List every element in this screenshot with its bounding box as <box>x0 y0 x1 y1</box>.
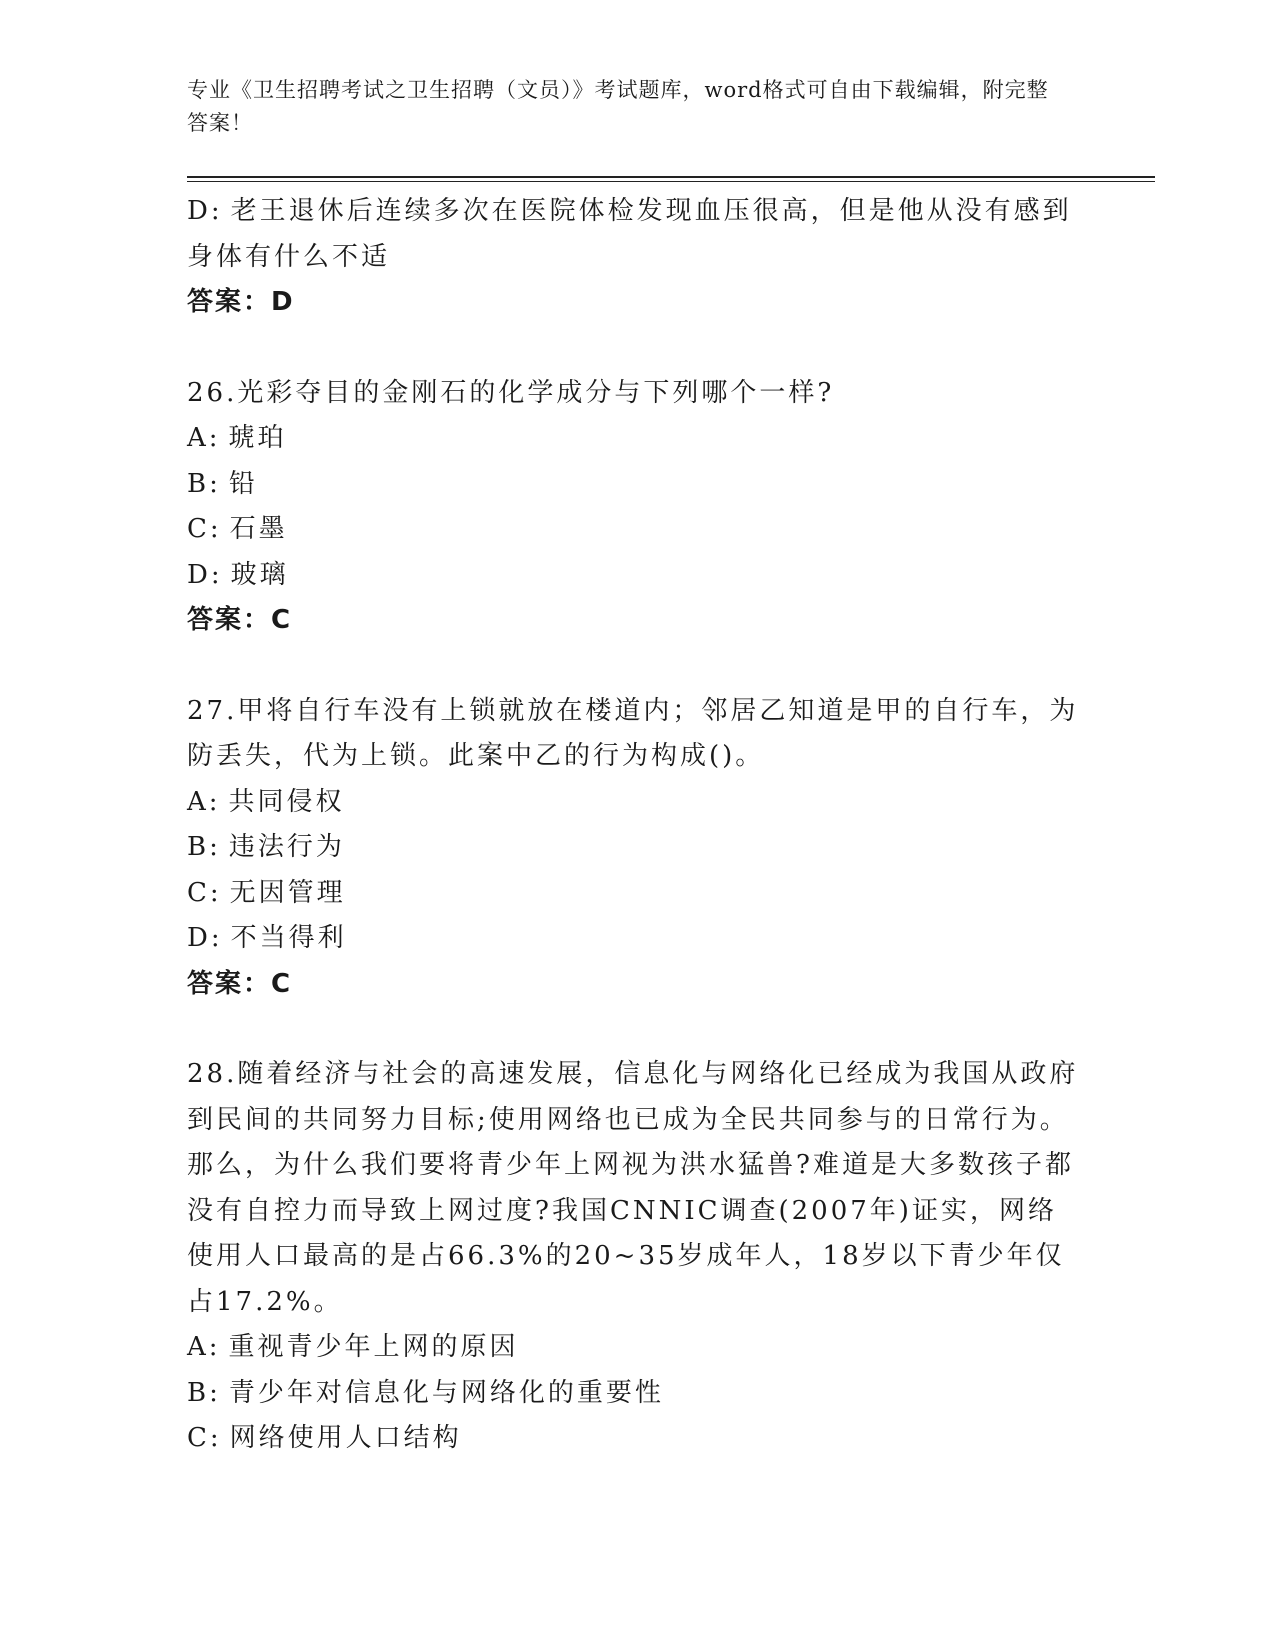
question-list <box>187 189 1079 1462</box>
question-block <box>187 371 1079 644</box>
option-label: C: <box>187 877 222 908</box>
question-block <box>187 189 1079 326</box>
option-row <box>187 780 1079 826</box>
option-text: 玻璃 <box>230 559 289 590</box>
option-label: D: <box>187 923 223 953</box>
option-label: D: <box>187 559 223 590</box>
option-row <box>187 916 1079 962</box>
option-label: C: <box>187 1423 222 1453</box>
option-label: A: <box>187 423 221 453</box>
option-label: B: <box>187 468 221 499</box>
option-label: A: <box>187 1332 221 1362</box>
option-text: 石墨 <box>229 514 288 544</box>
option-label: C: <box>187 514 222 544</box>
option-text: 网络使用人口结构 <box>229 1423 462 1453</box>
option-row <box>187 871 1079 917</box>
option-text: 重视青少年上网的原因 <box>228 1332 519 1362</box>
option-label: A: <box>187 786 221 817</box>
option-row <box>187 1325 1079 1371</box>
option-row <box>187 189 1079 280</box>
question-stem: 27.甲将自行车没有上锁就放在楼道内；邻居乙知道是甲的自行车，为防丢失，代为上锁。此案中乙的行为构成()。 <box>187 695 1079 771</box>
answer-line: 答案：D <box>187 287 295 317</box>
question-stem: 26.光彩夺目的金刚石的化学成分与下列哪个一样? <box>187 377 835 408</box>
option-row <box>187 416 1079 462</box>
option-text: 青少年对信息化与网络化的重要性 <box>228 1377 664 1408</box>
option-text: 不当得利 <box>230 923 347 953</box>
option-row <box>187 825 1079 871</box>
option-label: B: <box>187 832 221 862</box>
answer-line: 答案：C <box>187 968 293 999</box>
question-stem: 28.随着经济与社会的高速发展，信息化与网络化已经成为我国从政府到民间的共同努力目标;使用网络也已成为全民共同参与的日常行为。那么，为什么我们要将青少年上网视为洪水猛兽?难道是大多数孩子都没有自控力而导致上网过度?我国CNNIC调查(2007年)证实，网络使用人口最高的是占66.3%的20~35岁成年人，18岁以下青少年仅占17.2%。 <box>187 1059 1079 1317</box>
option-text: 老王退休后连续多次在医院体检发现血压很高，但是他从没有感到身体有什么不适 <box>187 196 1072 272</box>
document-header: 专业《卫生招聘考试之卫生招聘（文员）》考试题库，word格式可自由下载编辑，附完整答案！ <box>187 78 1049 135</box>
option-row <box>187 1416 1079 1462</box>
option-row <box>187 507 1079 553</box>
answer-line: 答案：C <box>187 605 293 635</box>
option-row <box>187 462 1079 508</box>
option-text: 共同侵权 <box>228 786 345 817</box>
option-text: 违法行为 <box>228 832 345 862</box>
header-divider <box>187 176 1155 182</box>
option-label: B: <box>187 1377 221 1408</box>
option-row <box>187 553 1079 599</box>
option-label: D: <box>187 196 223 226</box>
option-text: 无因管理 <box>229 877 346 908</box>
question-block <box>187 689 1079 1008</box>
option-text: 铅 <box>228 468 258 499</box>
option-row <box>187 1371 1079 1417</box>
question-block <box>187 1052 1079 1462</box>
option-text: 琥珀 <box>228 423 287 453</box>
